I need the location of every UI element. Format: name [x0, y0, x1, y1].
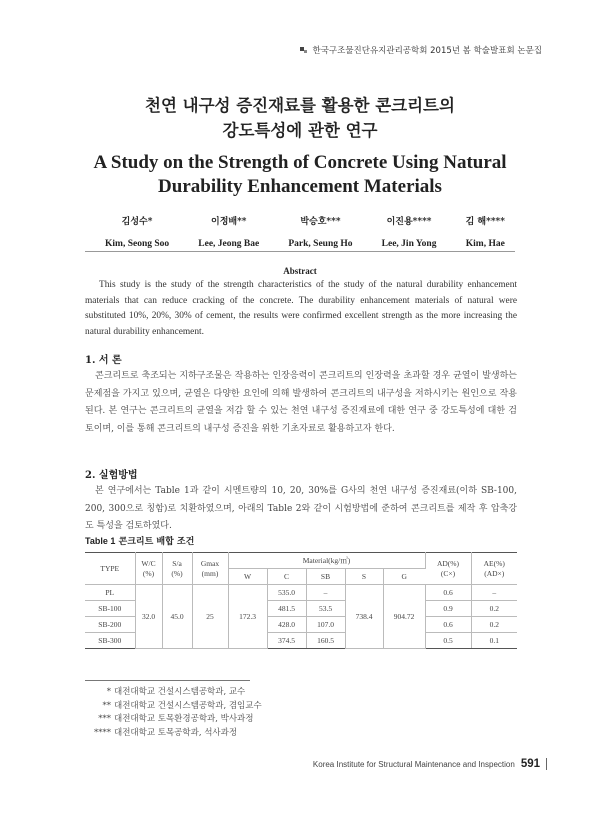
author-name-en: Kim, Seong Soo: [105, 239, 170, 249]
header-material: Material(kg/㎥): [228, 553, 425, 569]
author-name-ko: 이정배**: [211, 217, 247, 227]
author-name-en: Park, Seung Ho: [288, 239, 353, 249]
author-name-ko: 김성수*: [121, 217, 153, 227]
footnote: **** 대전대학교 토목공학과, 석사과정: [94, 727, 238, 738]
author-divider: [85, 251, 515, 252]
header-sa: S/a (%): [162, 553, 192, 585]
author-name-ko: 김 해****: [465, 217, 505, 227]
author-name-en: Lee, Jeong Bae: [198, 239, 260, 249]
header-sb: SB: [306, 569, 345, 585]
footnote: ** 대전대학교 건설시스템공학과, 겸임교수: [102, 700, 262, 711]
author-2: [198, 215, 259, 251]
korean-title: [0, 93, 600, 143]
korean-title-line-1: 천연 내구성 증진재료를 활용한 콘크리트의: [145, 96, 455, 115]
table-row: SB-200 428.0 107.0 0.6 0.2: [85, 617, 517, 633]
cell-w: 172.3: [228, 585, 267, 649]
header-ae: AE(%) (AD×): [471, 553, 517, 585]
header-gmax: Gmax (mm): [192, 553, 228, 585]
footer-institute: Korea Institute for Structural Maintenance and Inspection: [312, 759, 515, 769]
page-number: 591: [521, 758, 547, 770]
author-name-en: Lee, Jin Yong: [381, 239, 437, 249]
table-row: PL 32.0 45.0 25 172.3 535.0 – 738.4 904.72 0.6 –: [85, 585, 517, 601]
author-name-ko: 이진용****: [386, 217, 432, 227]
cell-wc: 32.0: [135, 585, 162, 649]
section-2-paragraph: 본 연구에서는 Table 1과 같이 시멘트량의 10, 20, 30%를 G사의 천연 내구성 증진재료(이하 SB-100, 200, 300으로 칭함)로 치환하였으며, 아래의 Table 2와 같이 시험방법에 준하여 콘크리트를 제작 후 압축강도 특성을 검토하였다.: [85, 486, 517, 531]
author-1: [105, 215, 169, 251]
footnote-divider: [85, 680, 250, 681]
header-g: G: [383, 569, 425, 585]
table-caption-text: 콘크리트 배합 조건: [118, 537, 195, 547]
section-2-heading: 2. 실험방법: [85, 470, 138, 481]
cell-g: 904.72: [383, 585, 425, 649]
header-c: C: [267, 569, 306, 585]
header-w: W: [228, 569, 267, 585]
english-title: [0, 151, 600, 199]
footnotes: [85, 686, 262, 740]
cell-sa: 45.0: [162, 585, 192, 649]
header-mark-icon: [300, 46, 308, 54]
section-1-paragraph: 콘크리트로 축조되는 지하구조물은 작용하는 인장응력이 콘크리트의 인장력을 초과할 경우 균열이 발생하는 문제점을 가지고 있으며, 균열은 다양한 요인에 의해 발생하여 콘크리트의 내구성을 저하시키는 원인으로 작용된다. 본 연구는 콘크리트의 균열을 저감 할 수 있는 천연 내구성 증진재료에 대한 연구 중 강도특성에 대한 검토이며, 이를 통해 콘크리트의 내구성 증진을 위한 기초자료로 활용하고자 한다.: [85, 371, 517, 434]
header-wc: W/C (%): [135, 553, 162, 585]
abstract-heading: Abstract: [283, 266, 317, 276]
mix-proportion-table: [85, 552, 517, 649]
cell-s: 738.4: [345, 585, 383, 649]
table-caption-label: Table 1: [85, 536, 116, 546]
footnote: * 대전대학교 건설시스템공학과, 교수: [106, 687, 246, 697]
author-name-ko: 박승호***: [300, 217, 341, 227]
author-5: [466, 215, 505, 251]
cell-gmax: 25: [192, 585, 228, 649]
page-footer: [313, 758, 547, 770]
header-text: 한국구조물진단유지관리공학회 2015년 봄 학술발표회 논문집: [312, 46, 542, 56]
table-row: SB-100 481.5 53.5 0.9 0.2: [85, 601, 517, 617]
header-s: S: [345, 569, 383, 585]
author-list: [105, 215, 505, 251]
author-4: [382, 215, 437, 251]
author-3: [288, 215, 352, 251]
korean-title-line-2: 강도특성에 관한 연구: [222, 121, 378, 140]
table-caption: [85, 534, 194, 547]
english-title-line-2: Durability Enhancement Materials: [158, 176, 442, 197]
footnote: *** 대전대학교 토목환경공학과, 박사과정: [98, 714, 254, 724]
header-type: TYPE: [85, 553, 135, 585]
running-header: [300, 44, 542, 56]
author-name-en: Kim, Hae: [465, 239, 505, 249]
section-1-heading: 1. 서 론: [85, 355, 122, 366]
table-row: SB-300 374.5 160.5 0.5 0.1: [85, 633, 517, 649]
abstract-text: This study is the study of the strength characteristics of the study of the natural durability enhancement materials that can reduce cracking of the concrete. The durability enhancement materials of natural were substituted 10%, 20%, 30% of cement, the results were confirmed excellent strength as the more increasing the natural durability enhancement.: [85, 280, 517, 337]
header-ad: AD(%) (C×): [425, 553, 471, 585]
english-title-line-1: A Study on the Strength of Concrete Using Natural: [93, 152, 507, 173]
